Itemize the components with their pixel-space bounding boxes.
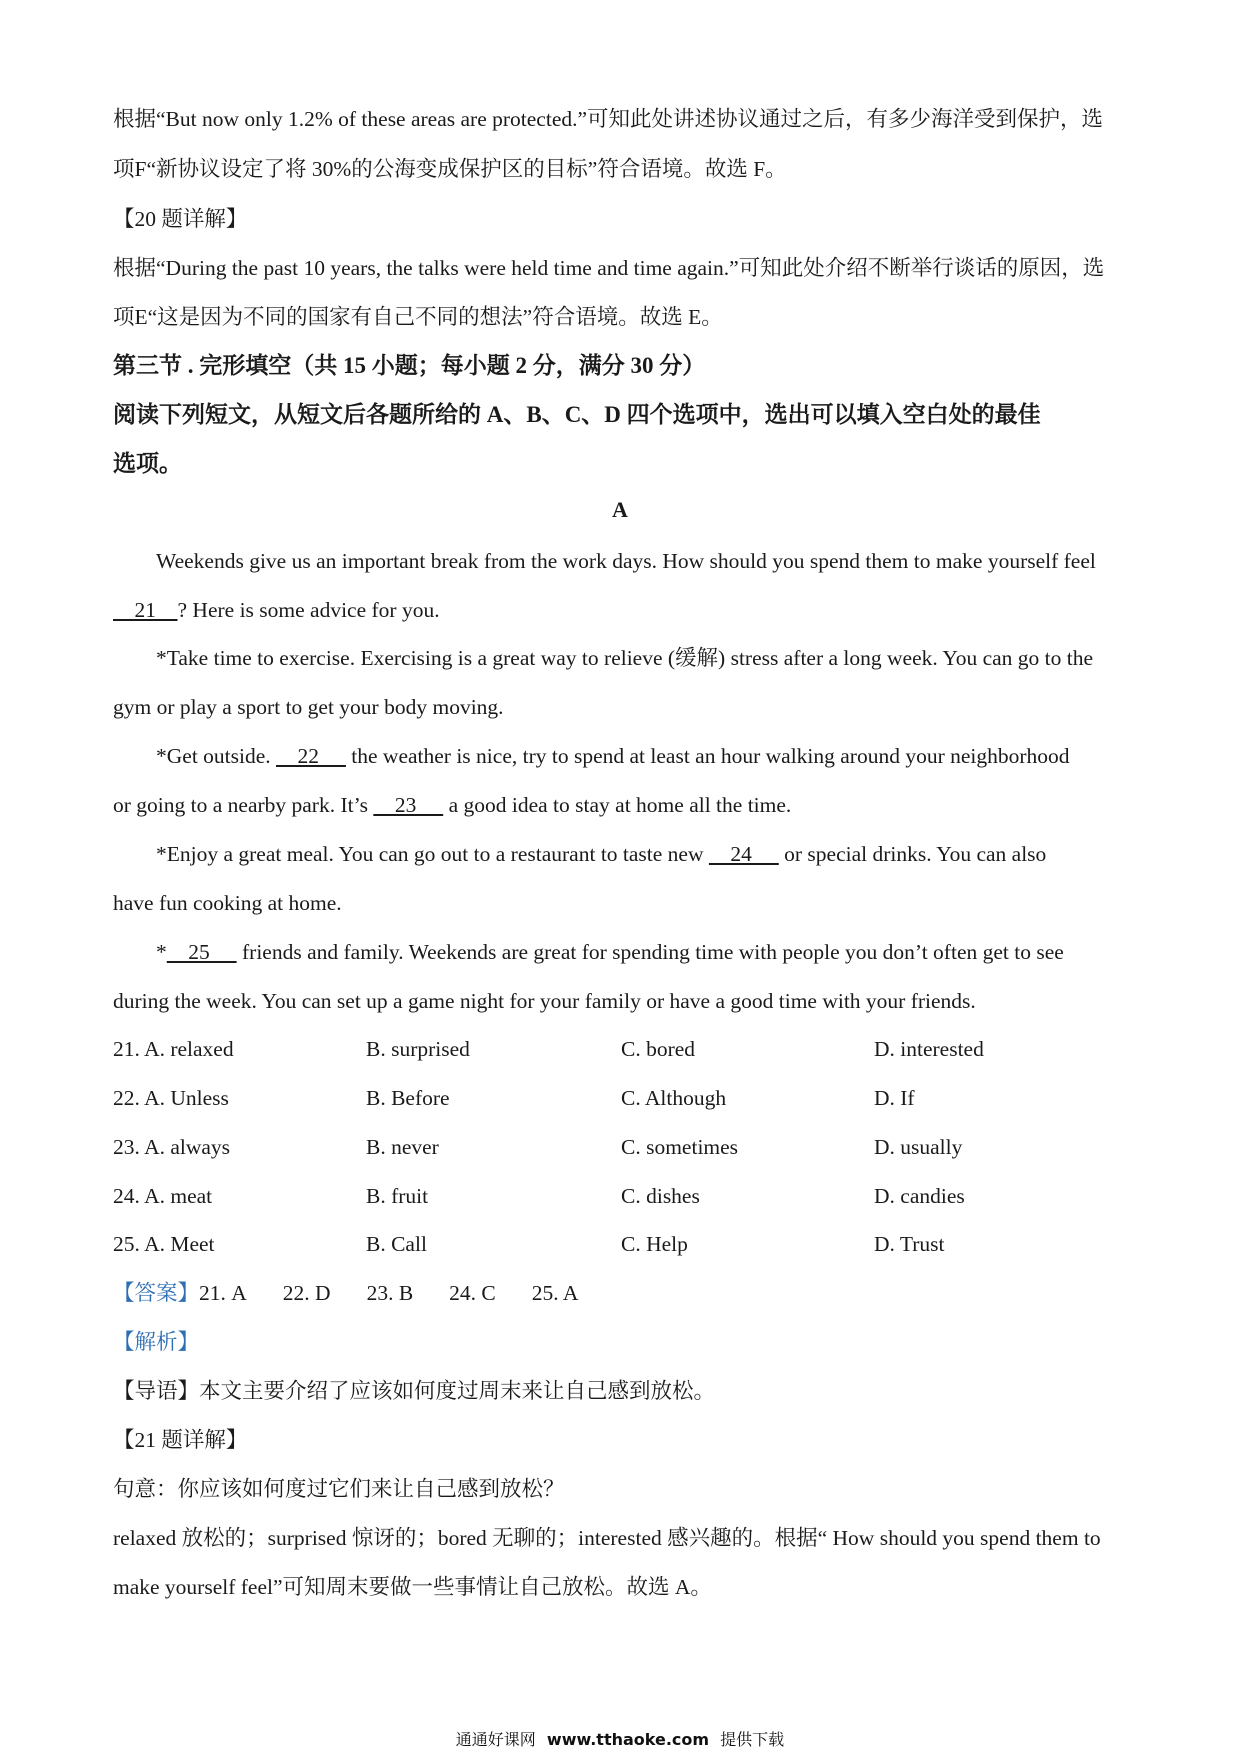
option-23-b: B. never <box>366 1135 439 1159</box>
blank-23: 23 <box>373 793 444 817</box>
passage-label: A <box>612 497 628 522</box>
passage-p3-line1 <box>156 741 1070 771</box>
option-21-c: C. bored <box>621 1037 696 1061</box>
passage-p3-line2 <box>113 790 791 820</box>
q19-explanation-line1: 根据“But now only 1.2% of these areas are protected.”可知此处讲述协议通过之后，有多少海洋受到保护，选 <box>113 107 1104 131</box>
q20-explanation-line1: 根据“During the past 10 years, the talks were held time and time again.”可知此处介绍不断举行谈话的原因，选 <box>113 256 1105 280</box>
option-21-a: 21. A. relaxed <box>113 1037 234 1061</box>
passage-text: or special drinks. You can also <box>784 842 1047 866</box>
passage-p4-line2: have fun cooking at home. <box>113 891 342 915</box>
passage-text: *Get outside. <box>156 744 271 768</box>
answer-item: 24. C <box>449 1281 496 1305</box>
option-25-b: B. Call <box>366 1232 427 1256</box>
option-22-b: B. Before <box>366 1086 450 1110</box>
passage-p4-line1 <box>156 839 1046 869</box>
q20-explanation-line2: 项E“这是因为不同的国家有自己不同的想法”符合语境。故选 E。 <box>113 305 723 329</box>
passage-text: or going to a nearby park. It’s <box>113 793 368 817</box>
q21-meaning: 句意：你应该如何度过它们来让自己感到放松？ <box>113 1477 565 1501</box>
option-22-c: C. Although <box>621 1086 727 1110</box>
option-25-a: 25. A. Meet <box>113 1232 215 1256</box>
q20-header: 【20 题详解】 <box>113 207 248 231</box>
blank-24: 24 <box>708 842 779 866</box>
q21-header: 【21 题详解】 <box>113 1428 248 1452</box>
page-footer <box>0 1727 1240 1750</box>
option-24-d: D. candies <box>874 1184 965 1208</box>
answer-item: 21. A <box>199 1281 247 1305</box>
blank-25: 25 <box>166 940 237 964</box>
passage-text: *Enjoy a great meal. You can go out to a restaurant to taste new <box>156 842 704 866</box>
option-24-b: B. fruit <box>366 1184 429 1208</box>
analysis-guide: 【导语】本文主要介绍了应该如何度过周末来让自己感到放松。 <box>113 1379 716 1403</box>
option-24-c: C. dishes <box>621 1184 700 1208</box>
passage-text: * <box>156 940 167 964</box>
option-22-a: 22. A. Unless <box>113 1086 229 1110</box>
q19-explanation-line2: 项F“新协议设定了将 30%的公海变成保护区的目标”符合语境。故选 F。 <box>113 157 787 181</box>
answer-label: 【答案】 <box>113 1281 200 1305</box>
answer-item: 22. D <box>282 1281 331 1305</box>
option-21-b: B. surprised <box>366 1037 470 1061</box>
passage-p5-line2: during the week. You can set up a game night for your family or have a good time with your friends. <box>113 989 976 1013</box>
footer-site-name: 通通好课网 <box>455 1730 536 1749</box>
q21-explanation-line1: relaxed 放松的；surprised 惊讶的；bored 无聊的；interested 感兴趣的。根据“ How should you spend them to <box>113 1526 1101 1550</box>
analysis-label: 【解析】 <box>113 1330 200 1354</box>
section-instruction-line2: 选项。 <box>113 451 182 476</box>
q21-explanation-line2: make yourself feel”可知周末要做一些事情让自己放松。故选 A。 <box>113 1575 712 1599</box>
footer-url-link[interactable]: www.tthaoke.com <box>546 1730 710 1749</box>
passage-p1-line1: Weekends give us an important break from the work days. How should you spend them to make yourself feel <box>156 549 1096 573</box>
passage-p5-line1 <box>156 937 1064 967</box>
option-21-d: D. interested <box>874 1037 984 1061</box>
passage-p1-line2 <box>113 595 440 625</box>
option-22-d: D. If <box>874 1086 915 1110</box>
section-instruction-line1: 阅读下列短文，从短文后各题所给的 A、B、C、D 四个选项中，选出可以填入空白处的最佳 <box>113 402 1041 427</box>
answer-item: 23. B <box>366 1281 414 1305</box>
answer-line <box>113 1278 614 1308</box>
passage-p2-line2: gym or play a sport to get your body moving. <box>113 695 504 719</box>
option-24-a: 24. A. meat <box>113 1184 213 1208</box>
option-23-c: C. sometimes <box>621 1135 739 1159</box>
blank-21: 21 <box>113 598 178 622</box>
blank-22: 22 <box>276 744 346 768</box>
option-23-d: D. usually <box>874 1135 963 1159</box>
passage-text: a good idea to stay at home all the time. <box>448 793 792 817</box>
section-title: 第三节 . 完形填空（共 15 小题；每小题 2 分，满分 30 分） <box>113 353 706 378</box>
option-25-c: C. Help <box>621 1232 688 1256</box>
passage-text: ? Here is some advice for you. <box>177 598 440 622</box>
option-23-a: 23. A. always <box>113 1135 231 1159</box>
passage-text: the weather is nice, try to spend at least an hour walking around your neighborhood <box>351 744 1070 768</box>
footer-download-text: 提供下载 <box>720 1730 785 1749</box>
answer-item: 25. A <box>531 1281 579 1305</box>
passage-p2-line1: *Take time to exercise. Exercising is a great way to relieve (缓解) stress after a long week. You can go to the <box>156 646 1094 670</box>
passage-text: friends and family. Weekends are great for spending time with people you don’t often get to see <box>242 940 1064 964</box>
option-25-d: D. Trust <box>874 1232 945 1256</box>
